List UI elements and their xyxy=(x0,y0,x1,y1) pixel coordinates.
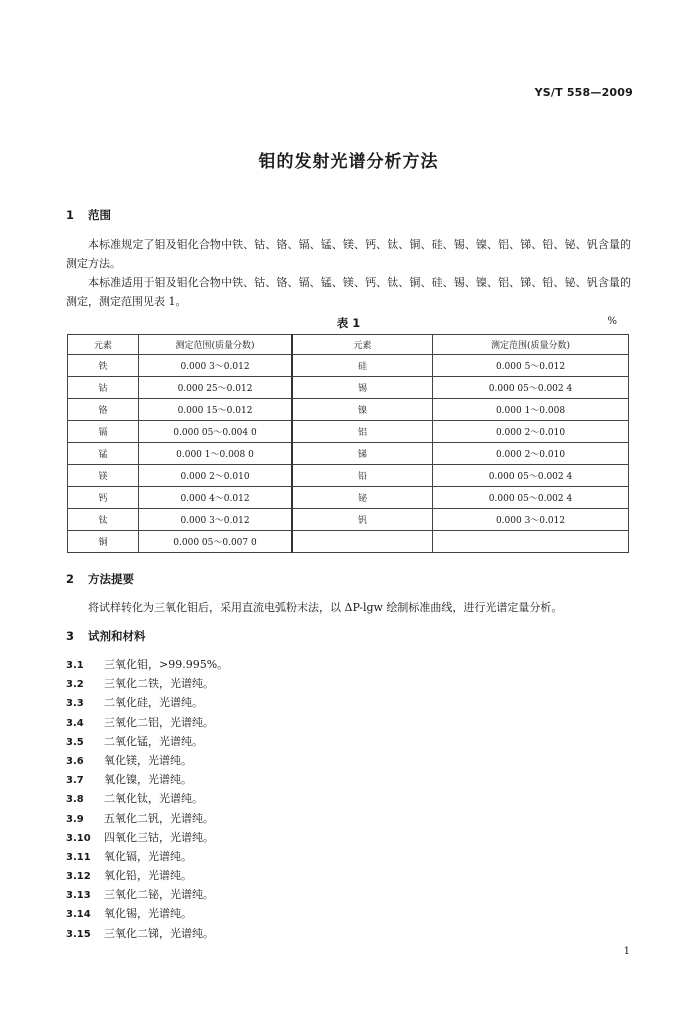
list-item xyxy=(66,924,228,943)
range-cell: 0.000 1～0.008 0 xyxy=(139,443,293,465)
element-cell: 铝 xyxy=(292,421,433,443)
range-cell: 0.000 4～0.012 xyxy=(139,487,293,509)
list-item xyxy=(66,732,228,751)
table-row xyxy=(68,531,629,553)
element-cell: 硅 xyxy=(292,355,433,377)
item-text: 氧化镍，光谱纯。 xyxy=(104,773,192,787)
range-cell: 0.000 1～0.008 xyxy=(433,399,629,421)
element-cell: 铋 xyxy=(292,487,433,509)
section-3-heading xyxy=(66,628,146,644)
element-cell: 锡 xyxy=(292,377,433,399)
item-number: 3.15 xyxy=(66,928,91,940)
item-text: 三氧化二锑，光谱纯。 xyxy=(104,926,214,940)
item-number: 3.3 xyxy=(66,698,84,710)
item-text: 氧化锡，光谱纯。 xyxy=(104,907,192,921)
element-cell: 铜 xyxy=(68,531,139,553)
item-text: 二氧化钛，光谱纯。 xyxy=(104,792,203,806)
item-number: 3.11 xyxy=(66,851,91,863)
document-title: 钼的发射光谱分析方法 xyxy=(258,152,439,172)
section-number: 1 xyxy=(66,208,75,222)
section-title: 试剂和材料 xyxy=(88,629,146,643)
list-item xyxy=(66,713,228,732)
table-row xyxy=(68,399,629,421)
item-number: 3.5 xyxy=(66,736,84,748)
item-number: 3.8 xyxy=(66,794,84,806)
table-row xyxy=(68,421,629,443)
range-cell: 0.000 5～0.012 xyxy=(433,355,629,377)
list-item xyxy=(66,847,228,866)
element-cell: 铁 xyxy=(68,355,139,377)
element-cell: 钴 xyxy=(68,377,139,399)
list-item xyxy=(66,885,228,904)
table-header-row xyxy=(68,335,629,355)
table-row xyxy=(68,465,629,487)
range-cell: 0.000 05～0.004 0 xyxy=(139,421,293,443)
standard-number: YS/T 558—2009 xyxy=(534,86,633,99)
list-item xyxy=(66,751,228,770)
element-cell: 镁 xyxy=(68,465,139,487)
range-cell: 0.000 05～0.007 0 xyxy=(139,531,293,553)
range-cell: 0.000 05～0.002 4 xyxy=(433,487,629,509)
item-text: 四氧化三钴，光谱纯。 xyxy=(104,830,214,844)
item-number: 3.4 xyxy=(66,717,84,729)
range-cell xyxy=(433,531,629,553)
list-item xyxy=(66,693,228,712)
table-row xyxy=(68,487,629,509)
range-table xyxy=(67,334,629,553)
section-title: 方法提要 xyxy=(88,572,134,586)
item-text: 二氧化硅，光谱纯。 xyxy=(104,696,203,710)
table-row xyxy=(68,377,629,399)
header-cell: 元素 xyxy=(68,335,139,355)
section-title: 范围 xyxy=(88,208,111,222)
section-number: 3 xyxy=(66,629,75,643)
list-item xyxy=(66,655,228,674)
list-item xyxy=(66,789,228,808)
list-item xyxy=(66,674,228,693)
range-cell: 0.000 3～0.012 xyxy=(139,509,293,531)
element-cell: 镍 xyxy=(292,399,433,421)
range-cell: 0.000 3～0.012 xyxy=(433,509,629,531)
table-row xyxy=(68,355,629,377)
range-cell: 0.000 05～0.002 4 xyxy=(433,377,629,399)
element-cell: 锰 xyxy=(68,443,139,465)
item-text: 氧化铅，光谱纯。 xyxy=(104,869,192,883)
element-cell: 铅 xyxy=(292,465,433,487)
item-number: 3.13 xyxy=(66,890,91,902)
item-text: 三氧化二铋，光谱纯。 xyxy=(104,888,214,902)
element-cell: 钒 xyxy=(292,509,433,531)
header-cell: 元素 xyxy=(292,335,433,355)
item-number: 3.7 xyxy=(66,775,84,787)
paragraph-scope-1: 本标准规定了钼及钼化合物中铁、钴、铬、镉、锰、镁、钙、钛、铜、硅、锡、镍、铝、锑、铅、铋、钒含量的测定方法。 xyxy=(66,238,631,270)
item-text: 三氧化二铁，光谱纯。 xyxy=(104,677,214,691)
element-cell: 钛 xyxy=(68,509,139,531)
list-item xyxy=(66,904,228,923)
table-caption: 表 1 xyxy=(336,316,361,330)
element-cell: 镉 xyxy=(68,421,139,443)
list-item xyxy=(66,866,228,885)
section-number: 2 xyxy=(66,572,75,586)
element-cell: 铬 xyxy=(68,399,139,421)
header-cell: 测定范围(质量分数) xyxy=(433,335,629,355)
reagent-list xyxy=(66,655,228,943)
item-text: 氧化镉，光谱纯。 xyxy=(104,849,192,863)
list-item xyxy=(66,828,228,847)
list-item xyxy=(66,770,228,789)
item-text: 三氧化钼，>99.995%。 xyxy=(104,658,229,671)
item-number: 3.14 xyxy=(66,909,91,921)
item-number: 3.12 xyxy=(66,871,91,883)
range-cell: 0.000 2～0.010 xyxy=(433,443,629,465)
range-cell: 0.000 3～0.012 xyxy=(139,355,293,377)
item-text: 三氧化二铝，光谱纯。 xyxy=(104,715,214,729)
range-cell: 0.000 2～0.010 xyxy=(433,421,629,443)
list-item xyxy=(66,809,228,828)
section-2-heading xyxy=(66,571,134,587)
table-row xyxy=(68,509,629,531)
item-number: 3.6 xyxy=(66,755,84,767)
paragraph-method: 将试样转化为三氧化钼后，采用直流电弧粉末法，以 ΔP-lgw 绘制标准曲线，进行光谱定量分析。 xyxy=(88,601,563,614)
page-number: 1 xyxy=(623,946,630,957)
item-text: 氧化镁，光谱纯。 xyxy=(104,753,192,767)
paragraph-scope-2: 本标准适用于钼及钼化合物中铁、钴、铬、镉、锰、镁、钙、钛、铜、硅、锡、镍、铝、锑、铅、铋、钒含量的测定，测定范围见表 1。 xyxy=(66,276,631,308)
element-cell xyxy=(292,531,433,553)
item-number: 3.9 xyxy=(66,813,84,825)
range-cell: 0.000 2～0.010 xyxy=(139,465,293,487)
range-cell: 0.000 15～0.012 xyxy=(139,399,293,421)
item-number: 3.2 xyxy=(66,679,84,691)
range-cell: 0.000 25～0.012 xyxy=(139,377,293,399)
header-cell: 测定范围(质量分数) xyxy=(139,335,293,355)
item-number: 3.10 xyxy=(66,832,91,844)
item-number: 3.1 xyxy=(66,660,84,671)
element-cell: 钙 xyxy=(68,487,139,509)
item-text: 五氧化二钒，光谱纯。 xyxy=(104,811,214,825)
table-row xyxy=(68,443,629,465)
element-cell: 锑 xyxy=(292,443,433,465)
item-text: 二氧化锰，光谱纯。 xyxy=(104,734,203,748)
section-1-heading xyxy=(66,207,111,223)
table-unit: % xyxy=(607,316,617,327)
range-cell: 0.000 05～0.002 4 xyxy=(433,465,629,487)
